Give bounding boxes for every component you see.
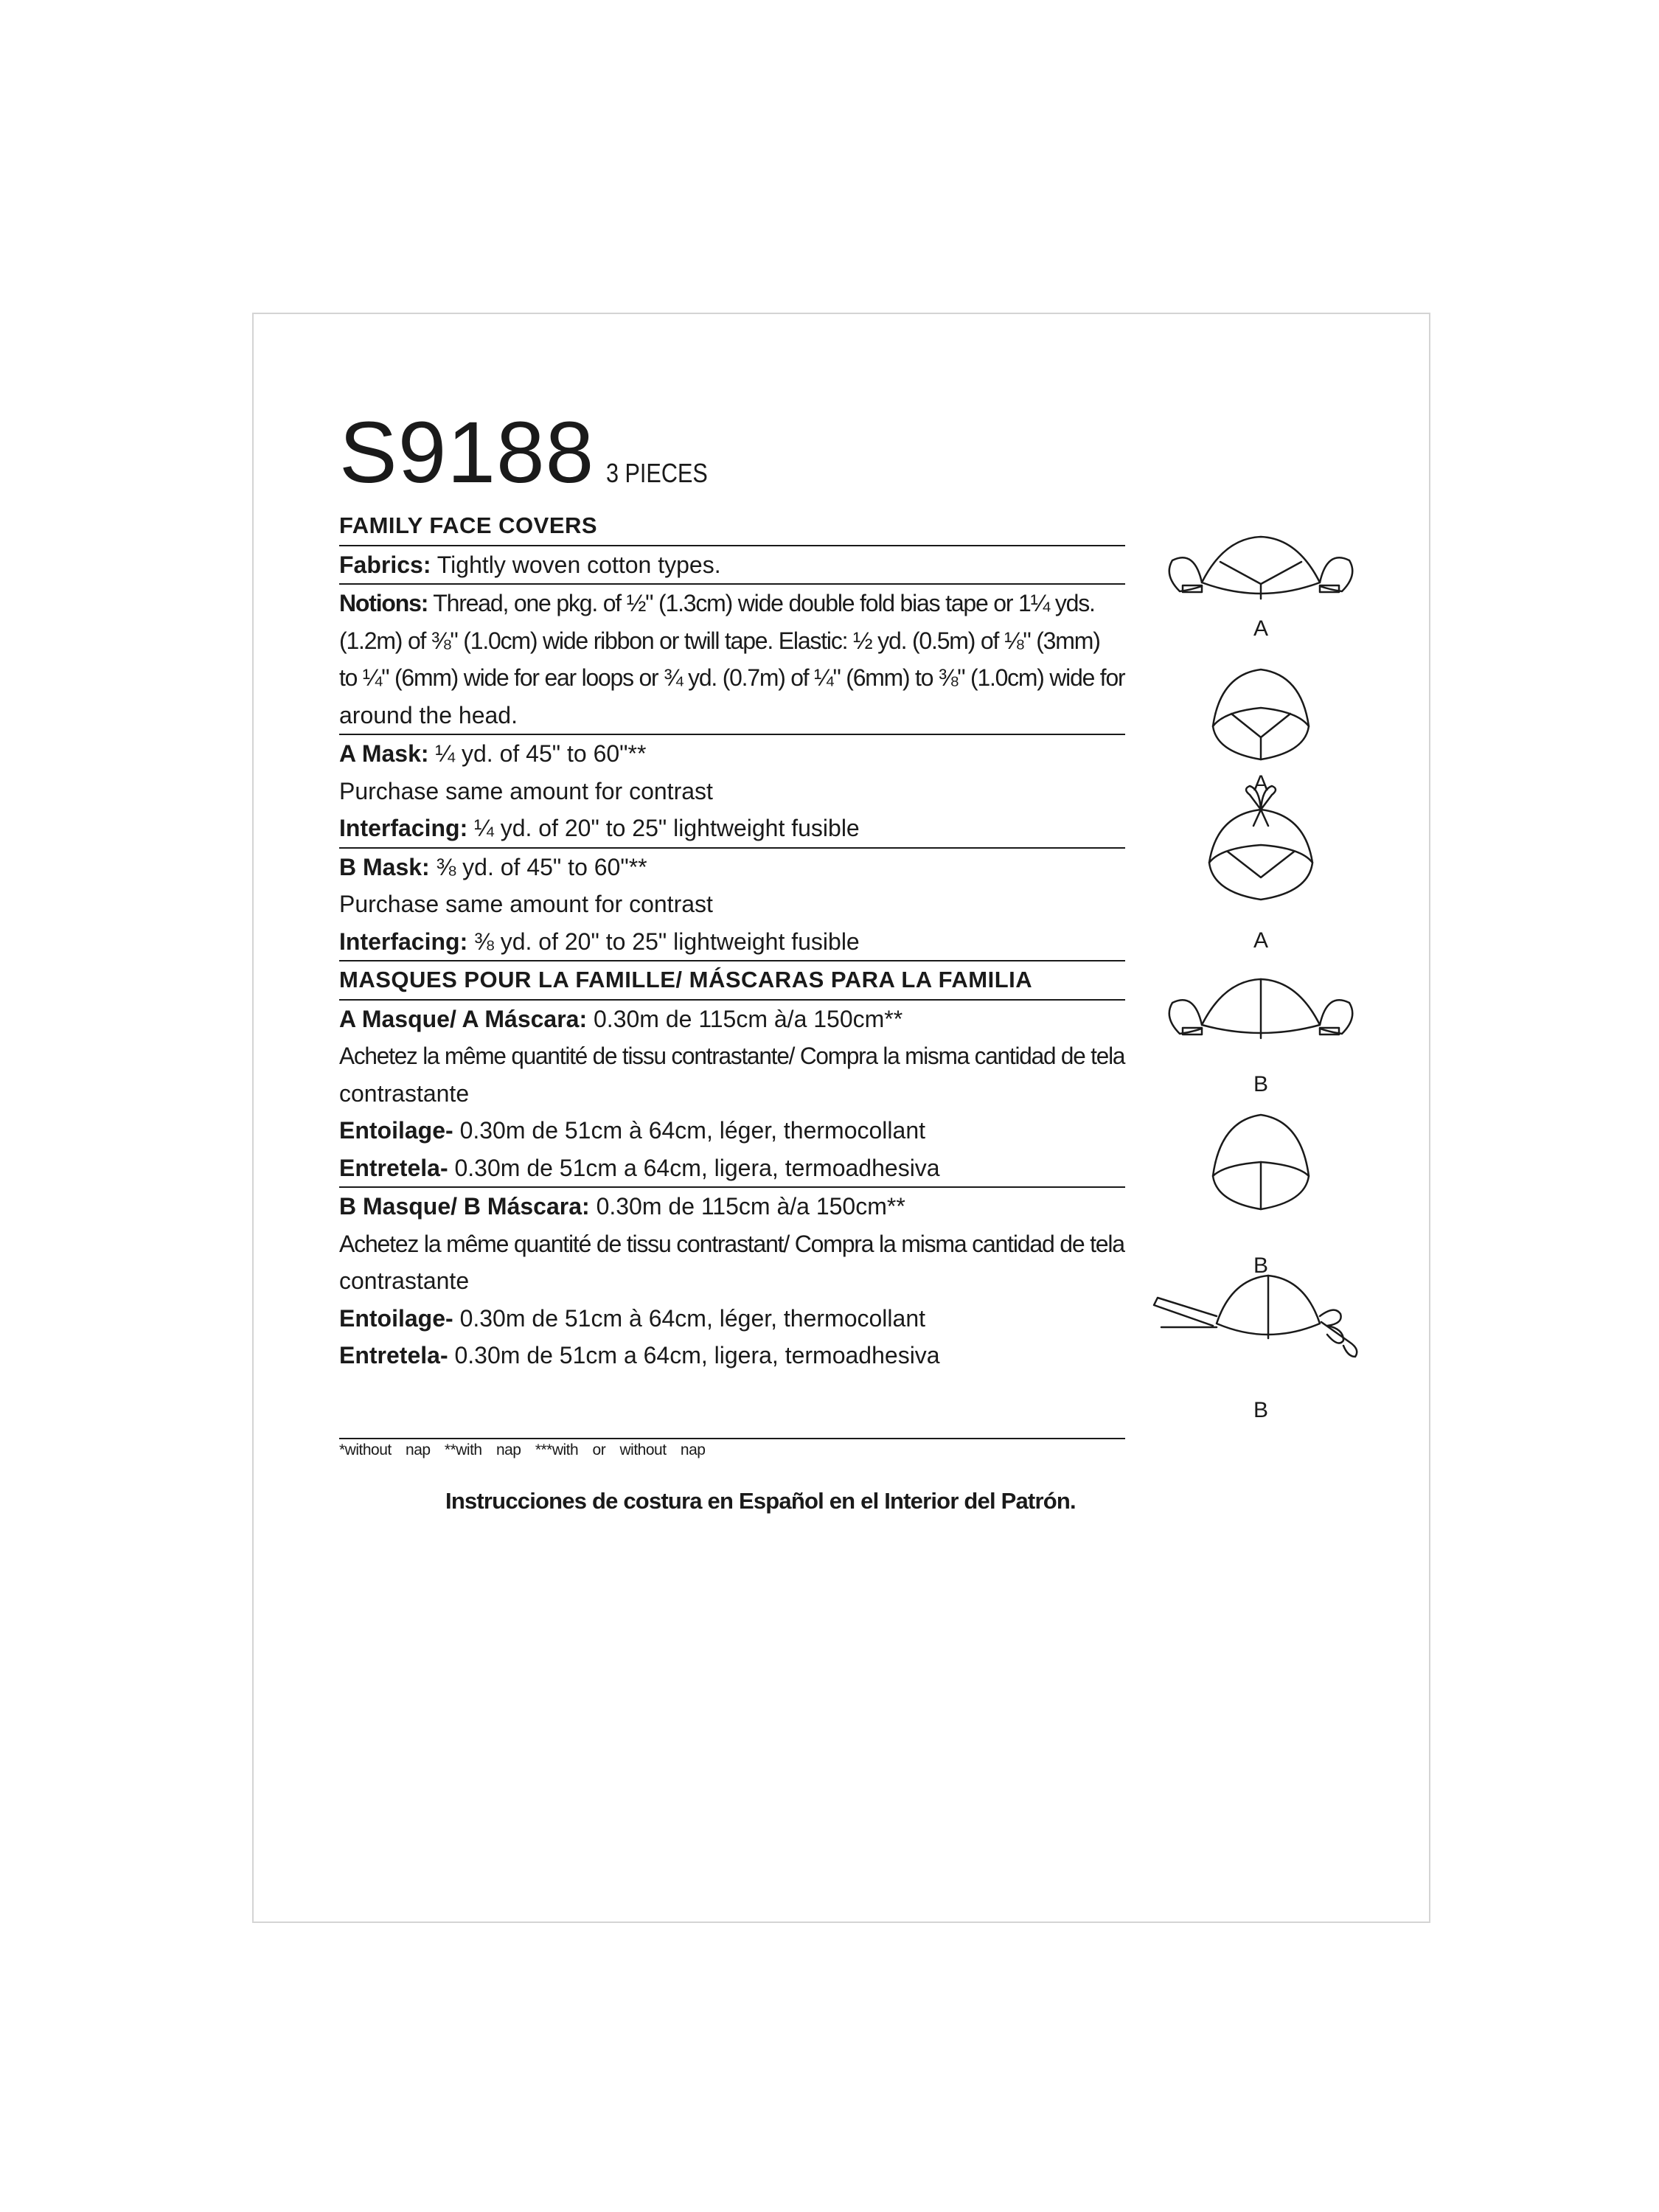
a-mask-text: ¼ yd. of 45" to 60"** xyxy=(435,740,647,767)
mask-illustrations xyxy=(1150,516,1371,1445)
b-mask-line xyxy=(339,849,1125,886)
spanish-instructions-note: Instrucciones de costura en Español en el Interior del Patrón. xyxy=(445,1488,1076,1514)
a-contrast-fr-line: contrastante xyxy=(339,1079,470,1107)
mask-head-elastic-icon xyxy=(1213,1115,1309,1209)
bottom-divider xyxy=(339,1438,1125,1439)
a-entretela-text: 0.30m de 51cm a 64cm, ligera, termoadhesiva xyxy=(454,1154,940,1181)
notions-label: Notions: xyxy=(339,590,428,616)
b-interfacing-label: Interfacing: xyxy=(339,928,468,955)
view-label: B xyxy=(1253,1398,1269,1422)
notions-text: Thread, one pkg. of ½" (1.3cm) wide double fold bias tape or 1¼ yds. xyxy=(433,590,1095,616)
b-contrast-fr-line: contrastante xyxy=(339,1267,470,1294)
pattern-number: S9188 xyxy=(339,404,595,501)
notions-line: (1.2m) of ⅜" (1.0cm) wide ribbon or twill tape. Elastic: ½ yd. (0.5m) of ⅛" (3mm) xyxy=(339,627,1100,654)
a-masque-line xyxy=(339,1001,1125,1038)
b-masque-text: 0.30m de 115cm à/a 150cm** xyxy=(596,1193,905,1220)
b-masque-label: B Masque/ B Máscara: xyxy=(339,1193,590,1220)
a-interfacing-line xyxy=(339,810,1125,847)
b-entoilage-line xyxy=(339,1300,1125,1338)
fabrics-label: Fabrics: xyxy=(339,551,431,578)
view-label: B xyxy=(1253,1253,1269,1278)
b-mask-text: ⅜ yd. of 45" to 60"** xyxy=(436,853,647,880)
footnotes: *without nap **with nap ***with or without nap xyxy=(339,1441,706,1458)
mask-tie-icon xyxy=(1154,1276,1357,1357)
b-contrast-line: Purchase same amount for contrast xyxy=(339,891,713,917)
b-entretela-text: 0.30m de 51cm a 64cm, ligera, termoadhesiva xyxy=(454,1342,940,1368)
b-contrast-fr-line: Achetez la même quantité de tissu contrastant/ Compra la misma cantidad de tela xyxy=(339,1230,1124,1257)
b-entoilage-label: Entoilage- xyxy=(339,1304,453,1332)
view-label: A xyxy=(1253,771,1269,796)
a-masque-label: A Masque/ A Máscara: xyxy=(339,1005,588,1032)
fabric-requirements xyxy=(339,507,1125,1374)
a-mask-label: A Mask: xyxy=(339,740,429,767)
fabrics-line xyxy=(339,546,1125,584)
a-contrast-fr-line: Achetez la même quantité de tissu contrastante/ Compra la misma cantidad de tela xyxy=(339,1043,1125,1069)
pattern-header xyxy=(339,404,726,501)
b-interfacing-text: ⅜ yd. of 20" to 25" lightweight fusible xyxy=(474,928,860,955)
a-entoilage-text: 0.30m de 51cm à 64cm, léger, thermocollant xyxy=(459,1117,925,1144)
translated-title: MASQUES POUR LA FAMILLE/ MÁSCARAS PARA LA FAMILIA xyxy=(339,967,1033,992)
view-label: B xyxy=(1253,1072,1269,1096)
b-mask-label: B Mask: xyxy=(339,853,430,880)
notions-line: around the head. xyxy=(339,701,518,728)
view-label: A xyxy=(1253,616,1269,641)
b-masque-line xyxy=(339,1188,1125,1225)
a-entoilage-line xyxy=(339,1112,1125,1150)
a-interfacing-label: Interfacing: xyxy=(339,815,468,841)
mask-ear-loops-icon xyxy=(1169,537,1352,599)
b-entretela-line xyxy=(339,1337,1125,1374)
mask-tie-icon xyxy=(1209,786,1312,900)
pieces-count: 3 PIECES xyxy=(606,458,708,488)
notions-line xyxy=(339,585,1125,622)
mask-ear-loops-icon xyxy=(1169,979,1352,1038)
notions-line: to ¼" (6mm) wide for ear loops or ¾ yd. (0.7m) of ¼" (6mm) to ⅜" (1.0cm) wide for xyxy=(339,664,1125,691)
a-entoilage-label: Entoilage- xyxy=(339,1117,453,1144)
a-entretela-label: Entretela- xyxy=(339,1154,448,1181)
a-entretela-line xyxy=(339,1150,1125,1187)
b-entretela-label: Entretela- xyxy=(339,1342,448,1368)
fabrics-text: Tightly woven cotton types. xyxy=(437,551,721,578)
mask-head-elastic-icon xyxy=(1213,669,1309,759)
english-title: FAMILY FACE COVERS xyxy=(339,512,598,538)
b-entoilage-text: 0.30m de 51cm à 64cm, léger, thermocollant xyxy=(459,1304,925,1332)
a-contrast-line: Purchase same amount for contrast xyxy=(339,777,713,804)
a-masque-text: 0.30m de 115cm à/a 150cm** xyxy=(594,1005,903,1032)
view-label: A xyxy=(1253,928,1269,953)
a-interfacing-text: ¼ yd. of 20" to 25" lightweight fusible xyxy=(474,815,860,841)
b-interfacing-line xyxy=(339,923,1125,961)
a-mask-line xyxy=(339,735,1125,773)
